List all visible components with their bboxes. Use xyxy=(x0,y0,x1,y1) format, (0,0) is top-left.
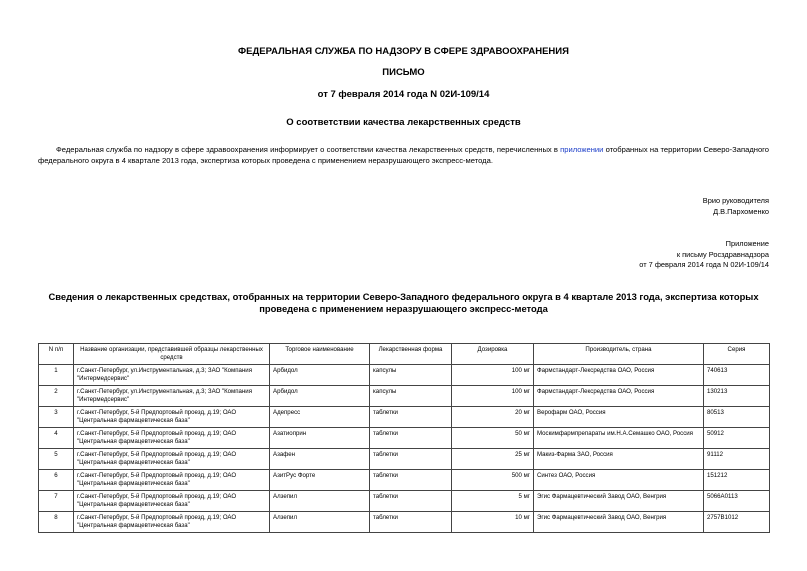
appendix-label: Приложение xyxy=(725,239,769,248)
cell-form: таблетки xyxy=(370,470,452,491)
col-header-organization: Название организации, представившей образцы лекарственных средств xyxy=(74,344,270,365)
signature-name: Д.В.Пархоменко xyxy=(713,206,769,216)
cell-organization: г.Санкт-Петербург, 5-й Предпортовый проезд, д.19; ОАО "Центральная фармацевтическая база" xyxy=(74,491,270,512)
table-header-row xyxy=(39,344,770,365)
table-row xyxy=(39,470,770,491)
body-text-after: отобранных на территории Северо-Западного федерального округа в 4 квартале 2013 года, экспертиза которых проведена с применением неразрушающего экспресс-метода. xyxy=(38,145,769,165)
col-header-trade-name: Торговое наименование xyxy=(270,344,370,365)
cell-form: таблетки xyxy=(370,407,452,428)
col-header-number: N п/п xyxy=(39,344,74,365)
cell-form: капсулы xyxy=(370,365,452,386)
cell-trade-name: Арбидол xyxy=(270,386,370,407)
cell-form: таблетки xyxy=(370,428,452,449)
cell-number: 6 xyxy=(39,470,74,491)
cell-organization: г.Санкт-Петербург, ул.Инструментальная, д.3; ЗАО "Компания "Интермедсервис" xyxy=(74,386,270,407)
table-row xyxy=(39,491,770,512)
cell-organization: г.Санкт-Петербург, 5-й Предпортовый проезд, д.19; ОАО "Центральная фармацевтическая база" xyxy=(74,428,270,449)
cell-dosage: 20 мг xyxy=(452,407,534,428)
cell-form: таблетки xyxy=(370,449,452,470)
medicines-table xyxy=(38,343,770,533)
cell-manufacturer: Макиз-Фарма ЗАО, Россия xyxy=(534,449,704,470)
cell-dosage: 100 мг xyxy=(452,386,534,407)
cell-form: таблетки xyxy=(370,512,452,533)
cell-number: 3 xyxy=(39,407,74,428)
cell-dosage: 50 мг xyxy=(452,428,534,449)
cell-organization: г.Санкт-Петербург, 5-й Предпортовый проезд, д.19; ОАО "Центральная фармацевтическая база" xyxy=(74,449,270,470)
table-row xyxy=(39,512,770,533)
cell-series: 2757В1012 xyxy=(704,512,770,533)
cell-organization: г.Санкт-Петербург, ул.Инструментальная, д.3; ЗАО "Компания "Интермедсервис" xyxy=(74,365,270,386)
cell-trade-name: Алзепил xyxy=(270,512,370,533)
cell-series: 151212 xyxy=(704,470,770,491)
cell-series: 740613 xyxy=(704,365,770,386)
cell-number: 1 xyxy=(39,365,74,386)
col-header-dosage: Дозировка xyxy=(452,344,534,365)
col-header-series: Серия xyxy=(704,344,770,365)
cell-organization: г.Санкт-Петербург, 5-й Предпортовый проезд, д.19; ОАО "Центральная фармацевтическая база" xyxy=(74,512,270,533)
col-header-manufacturer: Производитель, страна xyxy=(534,344,704,365)
cell-manufacturer: Синтез ОАО, Россия xyxy=(534,470,704,491)
signature-position: Врио руководителя xyxy=(702,196,769,205)
cell-organization: г.Санкт-Петербург, 5-й Предпортовый проезд, д.19; ОАО "Центральная фармацевтическая база" xyxy=(74,470,270,491)
body-paragraph xyxy=(38,144,769,166)
cell-manufacturer: Москимфармпрепараты им.Н.А.Семашко ОАО, Россия xyxy=(534,428,704,449)
cell-series: 91112 xyxy=(704,449,770,470)
cell-dosage: 5 мг xyxy=(452,491,534,512)
cell-dosage: 100 мг xyxy=(452,365,534,386)
cell-number: 7 xyxy=(39,491,74,512)
cell-number: 2 xyxy=(39,386,74,407)
doc-date: от 7 февраля 2014 года N 02И-109/14 xyxy=(317,89,490,100)
cell-number: 8 xyxy=(39,512,74,533)
cell-manufacturer: Эгис Фармацевтический Завод ОАО, Венгрия xyxy=(534,512,704,533)
cell-form: капсулы xyxy=(370,386,452,407)
cell-number: 5 xyxy=(39,449,74,470)
agency-title: ФЕДЕРАЛЬНАЯ СЛУЖБА ПО НАДЗОРУ В СФЕРЕ ЗДРАВООХРАНЕНИЯ xyxy=(238,46,569,57)
col-header-form: Лекарственная форма xyxy=(370,344,452,365)
cell-manufacturer: Фармстандарт-Лексредства ОАО, Россия xyxy=(534,365,704,386)
doc-type: ПИСЬМО xyxy=(382,67,425,78)
cell-trade-name: Адепресс xyxy=(270,407,370,428)
cell-dosage: 10 мг xyxy=(452,512,534,533)
cell-series: 5066А0113 xyxy=(704,491,770,512)
cell-manufacturer: Фармстандарт-Лексредства ОАО, Россия xyxy=(534,386,704,407)
appendix-line1: к письму Росздравнадзора xyxy=(676,249,769,259)
cell-dosage: 500 мг xyxy=(452,470,534,491)
cell-trade-name: Азафен xyxy=(270,449,370,470)
cell-manufacturer: Верофарм ОАО, Россия xyxy=(534,407,704,428)
cell-form: таблетки xyxy=(370,491,452,512)
body-text-before: Федеральная служба по надзору в сфере здравоохранения информирует о соответствии качества лекарственных средств, перечисленных в xyxy=(56,145,561,154)
doc-subject: О соответствии качества лекарственных средств xyxy=(286,117,521,128)
table-row xyxy=(39,386,770,407)
cell-manufacturer: Эгис Фармацевтический Завод ОАО, Венгрия xyxy=(534,491,704,512)
cell-organization: г.Санкт-Петербург, 5-й Предпортовый проезд, д.19; ОАО "Центральная фармацевтическая база" xyxy=(74,407,270,428)
appendix-line2: от 7 февраля 2014 года N 02И-109/14 xyxy=(639,260,769,269)
cell-number: 4 xyxy=(39,428,74,449)
appendix-link[interactable]: приложении xyxy=(560,145,604,154)
cell-dosage: 25 мг xyxy=(452,449,534,470)
cell-series: 130213 xyxy=(704,386,770,407)
signature-block xyxy=(703,196,769,217)
table-row xyxy=(39,407,770,428)
cell-series: 50912 xyxy=(704,428,770,449)
table-title: Сведения о лекарственных средствах, отобранных на территории Северо-Западного федерального округа в 4 квартале 2013 года, экспертиза которых проведена с применением неразрушающего экспресс-метода xyxy=(48,291,759,314)
cell-trade-name: Арбидол xyxy=(270,365,370,386)
appendix-block xyxy=(639,239,769,271)
cell-trade-name: АзитРус Форте xyxy=(270,470,370,491)
table-row xyxy=(39,365,770,386)
cell-trade-name: Алзепил xyxy=(270,491,370,512)
table-row xyxy=(39,449,770,470)
table-row xyxy=(39,428,770,449)
cell-series: 80513 xyxy=(704,407,770,428)
cell-trade-name: Азатиоприн xyxy=(270,428,370,449)
